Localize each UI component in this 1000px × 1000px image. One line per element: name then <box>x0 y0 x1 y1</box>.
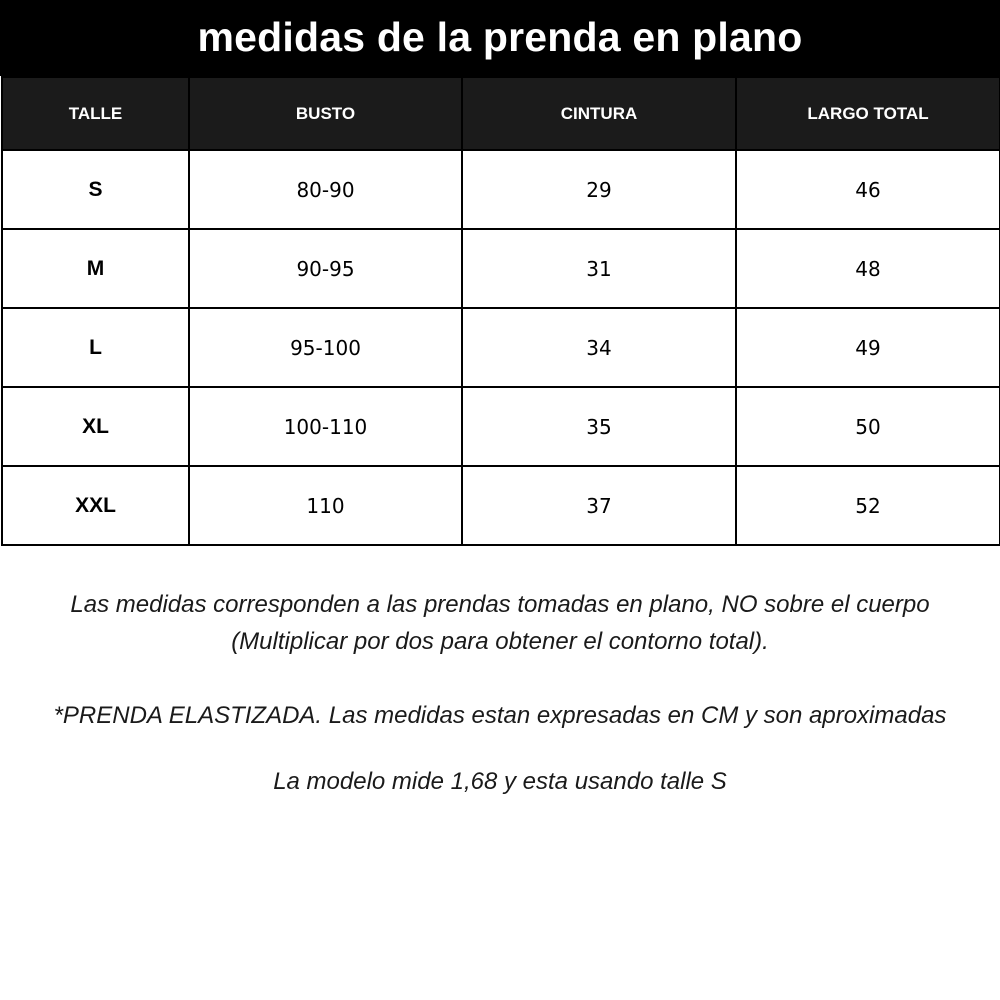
title-bar <box>0 0 1000 76</box>
note-model-size: La modelo mide 1,68 y esta usando talle S <box>273 768 727 795</box>
table-body <box>2 150 1000 545</box>
note-spacer <box>0 660 1000 697</box>
note-spacer <box>0 734 1000 763</box>
size-cell: L <box>2 308 189 387</box>
note-measurement-flat: Las medidas corresponden a las prendas tomadas en plano, NO sobre el cuerpo <box>70 591 930 618</box>
cintura-cell: 29 <box>462 150 736 229</box>
header-row <box>2 77 1000 150</box>
size-cell: XXL <box>2 466 189 545</box>
table-row <box>2 387 1000 466</box>
cintura-cell: 35 <box>462 387 736 466</box>
busto-cell: 95-100 <box>189 308 462 387</box>
size-cell: S <box>2 150 189 229</box>
largo-cell: 52 <box>736 466 1000 545</box>
busto-cell: 100-110 <box>189 387 462 466</box>
busto-cell: 110 <box>189 466 462 545</box>
table-row <box>2 229 1000 308</box>
header-busto: BUSTO <box>189 77 462 150</box>
note-elastic: *PRENDA ELASTIZADA. Las medidas estan expresadas en CM y son aproximadas <box>53 702 947 729</box>
cintura-cell: 31 <box>462 229 736 308</box>
page-title: medidas de la prenda en plano <box>197 13 803 60</box>
size-cell: XL <box>2 387 189 466</box>
busto-cell: 90-95 <box>189 229 462 308</box>
header-largo-total: LARGO TOTAL <box>736 77 1000 150</box>
size-cell: M <box>2 229 189 308</box>
note-multiply: (Multiplicar por dos para obtener el contorno total). <box>231 628 769 655</box>
table-row <box>2 466 1000 545</box>
notes-section <box>0 586 1000 800</box>
cintura-cell: 37 <box>462 466 736 545</box>
table-header <box>2 77 1000 150</box>
table-row <box>2 150 1000 229</box>
header-talle: TALLE <box>2 77 189 150</box>
size-table <box>1 76 1000 546</box>
largo-cell: 46 <box>736 150 1000 229</box>
largo-cell: 50 <box>736 387 1000 466</box>
largo-cell: 49 <box>736 308 1000 387</box>
busto-cell: 80-90 <box>189 150 462 229</box>
cintura-cell: 34 <box>462 308 736 387</box>
table-row <box>2 308 1000 387</box>
header-cintura: CINTURA <box>462 77 736 150</box>
largo-cell: 48 <box>736 229 1000 308</box>
